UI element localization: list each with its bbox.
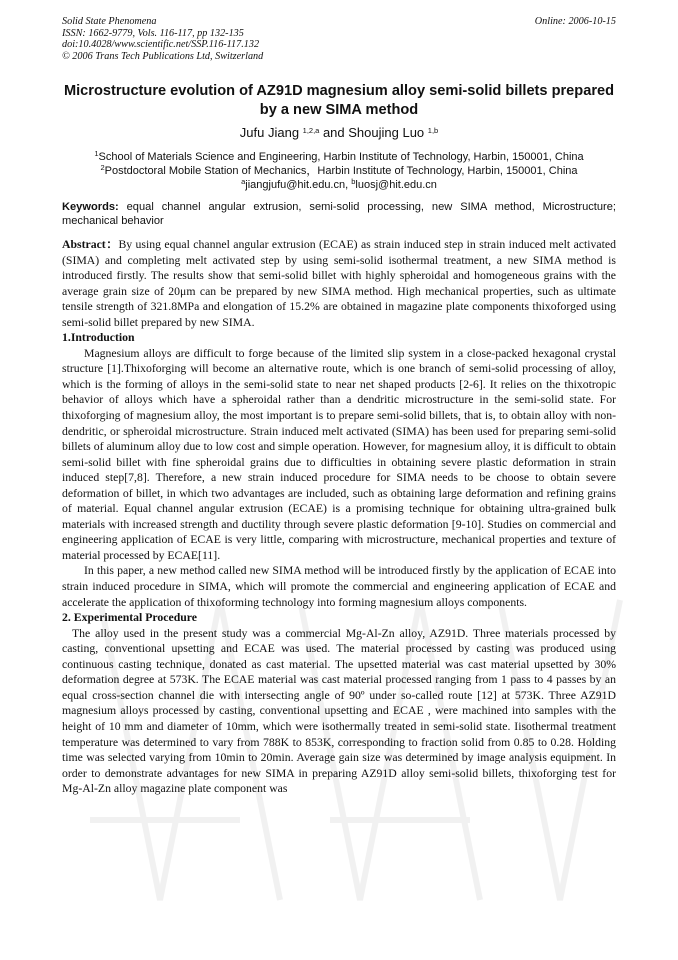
experimental-paragraph-1: The alloy used in the present study was a commercial Mg-Al-Zn alloy, AZ91D. Three materials processed by casting, conventional upsetting and ECAE was used. The material processed by casting was produced using continuous casting technique, donated as cast material. The upsetted material was cast material upsetted by 30% deformation degree at 573K. The ECAE material was cast material processed ranging from 1 pass to 4 passes by an equal cross-section channel die with intersecting angle of 90º under so-called route [12] at 573K. Three AZ91D magnesium alloys processed by casting, conventional upsetting and ECAE , were machined into samples with the height of 10 mm and diameter of 10mm, which were isothermally treated in semi-solid state. Iisothermal treatment temperature was determined to vary from 788K to 853K, corresponding to fraction solid from 0.85 to 0.28. Holding time was selected varying from 10min to 20min. Average gain size was determined by image analysis equipment. In order to demonstrate advantages for new SIMA in preparing AZ91D alloy semi-solid billets, thixoforging test for Mg-Al-Zn alloy magazine plate component was <box>62 626 616 796</box>
author-line <box>62 125 616 140</box>
online-date: Online: 2006-10-15 <box>534 16 616 27</box>
paper-title: Microstructure evolution of AZ91D magnesium alloy semi-solid billets prepared by a new SIMA method <box>63 83 615 118</box>
affiliation-2: $^2$Postdoctoral Mobile Station of Mechanics，Harbin Institute of Technology, Harbin, 150001, China <box>100 163 578 178</box>
journal-header <box>62 16 263 62</box>
email-2: luosj@hit.edu.cn <box>355 179 437 192</box>
author-2: Shoujing Luo <box>348 125 428 140</box>
author-1-affiliation-mark: 1,2,a <box>302 126 320 135</box>
journal-name: Solid State Phenomena <box>62 16 157 27</box>
keywords-label: Keywords: <box>62 201 119 213</box>
keywords-text: equal channel angular extrusion, semi-solid processing, new SIMA method, Microstructure; mechanical behavior <box>62 201 616 228</box>
paper-body <box>62 237 616 797</box>
section-heading-experimental: 2. Experimental Procedure <box>62 611 197 625</box>
email-1: jiangjufu@hit.edu.cn, <box>245 179 352 192</box>
abstract-label: Abstract： <box>62 238 119 251</box>
introduction-paragraph-2: In this paper, a new method called new SIMA method will be introduced firstly by the application of ECAE into strain induced procedure in SIMA, which will promote the commercial and engineering application of ECAE and accelerate the application of thixoforming technology into forming magnesium alloys components. <box>62 564 616 609</box>
author-emails: $^a$jiangjufu@hit.edu.cn, $^b$luosj@hit.edu.cn <box>241 177 437 192</box>
issn-line: ISSN: 1662-9779, Vols. 116-117, pp 132-135 <box>62 27 244 39</box>
affiliations <box>62 150 616 193</box>
author-2-affiliation-mark: 1,b <box>427 126 439 135</box>
copyright-line: © 2006 Trans Tech Publications Ltd, Switzerland <box>62 50 264 62</box>
abstract <box>62 237 616 330</box>
introduction-paragraph-1: Magnesium alloys are difficult to forge because of the limited slip system in a close-packed hexagonal crystal structure [1].Thixoforging will become an alternative route, which is one branch of semi-solid processing of alloy, which is the forming of alloys in the semi-solid state to near net shaped products [2-6]. It relies on the thixotropic behavior of alloys which have a spheroidal rather than a dendritic microstructure in the semi-solid state. For thixoforging of magnesium alloy, the most important is to prepare semi-solid billets, that is, to obtain alloy with non-dendritic, or spheroidal microstructure. Strain induced melt activated (SIMA) has been used for preparing semi-solid billets of aluminum alloy due to low cost and simple operation. However, for magnesium alloy, it is difficult to obtain semi-solid billet with fine spheroidal grains due to difficulties in obtaining severe plastic deformation in strain induced step[7,8]. Therefore, a new strain induced procedure for SIMA needs to be choose to obtain severe deformation of billet, in which two advantages are included, such as obtaining large deformation and refining grains of material. Equal channel angular extrusion (ECAE) is a promising technique for obtaining ultra-grained bulk materials with increased strength and ductility through severe plastic deformation [9-10]. Studies on commercial and engineering application of ECAE is very little, comparing with microstructure, mechanical properties and texture of material processed by ECAE[11]. <box>62 346 616 562</box>
abstract-text: By using equal channel angular extrusion (ECAE) as strain induced step in strain induced melt activated (SIMA) and completing melt activated step by using semi-solid isothermal treatment, a new SIMA method is introduced firstly. The results show that semi-solid billet with highly spheroidal and homogeneous grains with the average grain size of 20μm can be prepared by new SIMA method. High mechanical properties, such as ultimate tensile strength of 321.8MPa and elongation of 15.2% are obtained in magazine plate components thixoforged using semi-solid billet prepared by new SIMA. <box>62 238 616 329</box>
author-conjunction: and <box>319 125 349 140</box>
affiliation-1: $^1$School of Materials Science and Engineering, Harbin Institute of Technology, Harbin, 150001, China <box>94 149 584 163</box>
section-heading-introduction: 1.Introduction <box>62 331 135 345</box>
doi-line: doi:10.4028/www.scientific.net/SSP.116-117.132 <box>62 39 260 50</box>
keywords-block <box>62 200 616 229</box>
author-1: Jufu Jiang <box>239 125 303 140</box>
